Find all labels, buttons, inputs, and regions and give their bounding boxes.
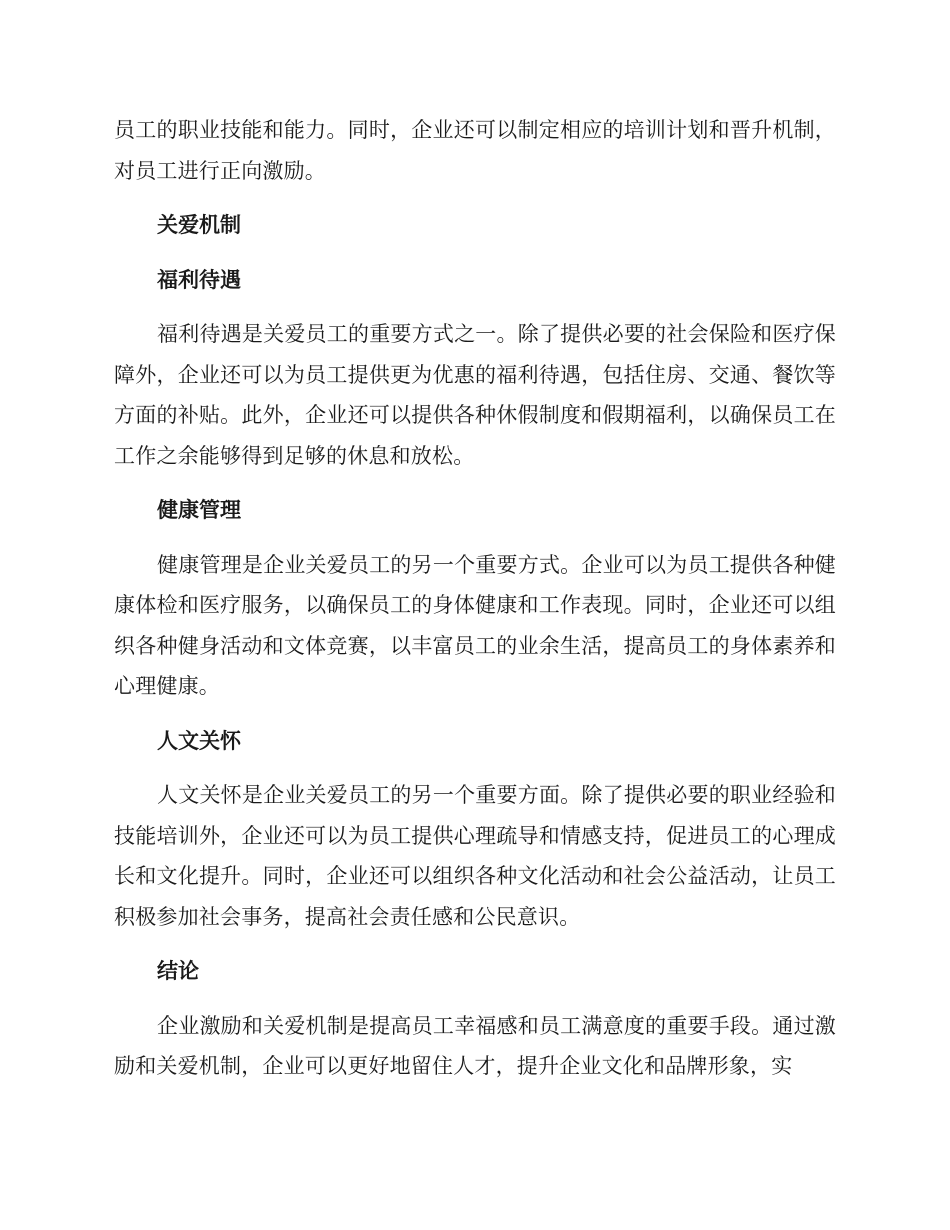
paragraph-humanistic-care: 人文关怀是企业关爱员工的另一个重要方面。除了提供必要的职业经验和技能培训外，企业还可以为员工提供心理疏导和情感支持，促进员工的心理成长和文化提升。同时，企业还可以组织各种文化活动和社会公益活动，让员工积极参加社会事务，提高社会责任感和公民意识。 — [114, 783, 836, 929]
section-heading-care-mechanism: 关爱机制 — [157, 213, 241, 237]
paragraph-welfare: 福利待遇是关爱员工的重要方式之一。除了提供必要的社会保险和医疗保障外，企业还可以为员工提供更为优惠的福利待遇，包括住房、交通、餐饮等方面的补贴。此外，企业还可以提供各种休假制度和假期福利，以确保员工在工作之余能够得到足够的休息和放松。 — [114, 322, 836, 468]
paragraph-health: 健康管理是企业关爱员工的另一个重要方式。企业可以为员工提供各种健康体检和医疗服务，以确保员工的身体健康和工作表现。同时，企业还可以组织各种健身活动和文体竞赛，以丰富员工的业余生活，提高员工的身体素养和心理健康。 — [114, 552, 836, 698]
paragraph-conclusion: 企业激励和关爱机制是提高员工幸福感和员工满意度的重要手段。通过激励和关爱机制，企业可以更好地留住人才，提升企业文化和品牌形象，实 — [114, 1013, 836, 1078]
intro-paragraph: 员工的职业技能和能力。同时，企业还可以制定相应的培训计划和晋升机制，对员工进行正向激励。 — [114, 118, 836, 183]
subheading-welfare: 福利待遇 — [157, 267, 241, 292]
subheading-health: 健康管理 — [157, 498, 241, 522]
subheading-conclusion: 结论 — [157, 959, 199, 983]
subheading-humanistic-care: 人文关怀 — [157, 728, 241, 753]
